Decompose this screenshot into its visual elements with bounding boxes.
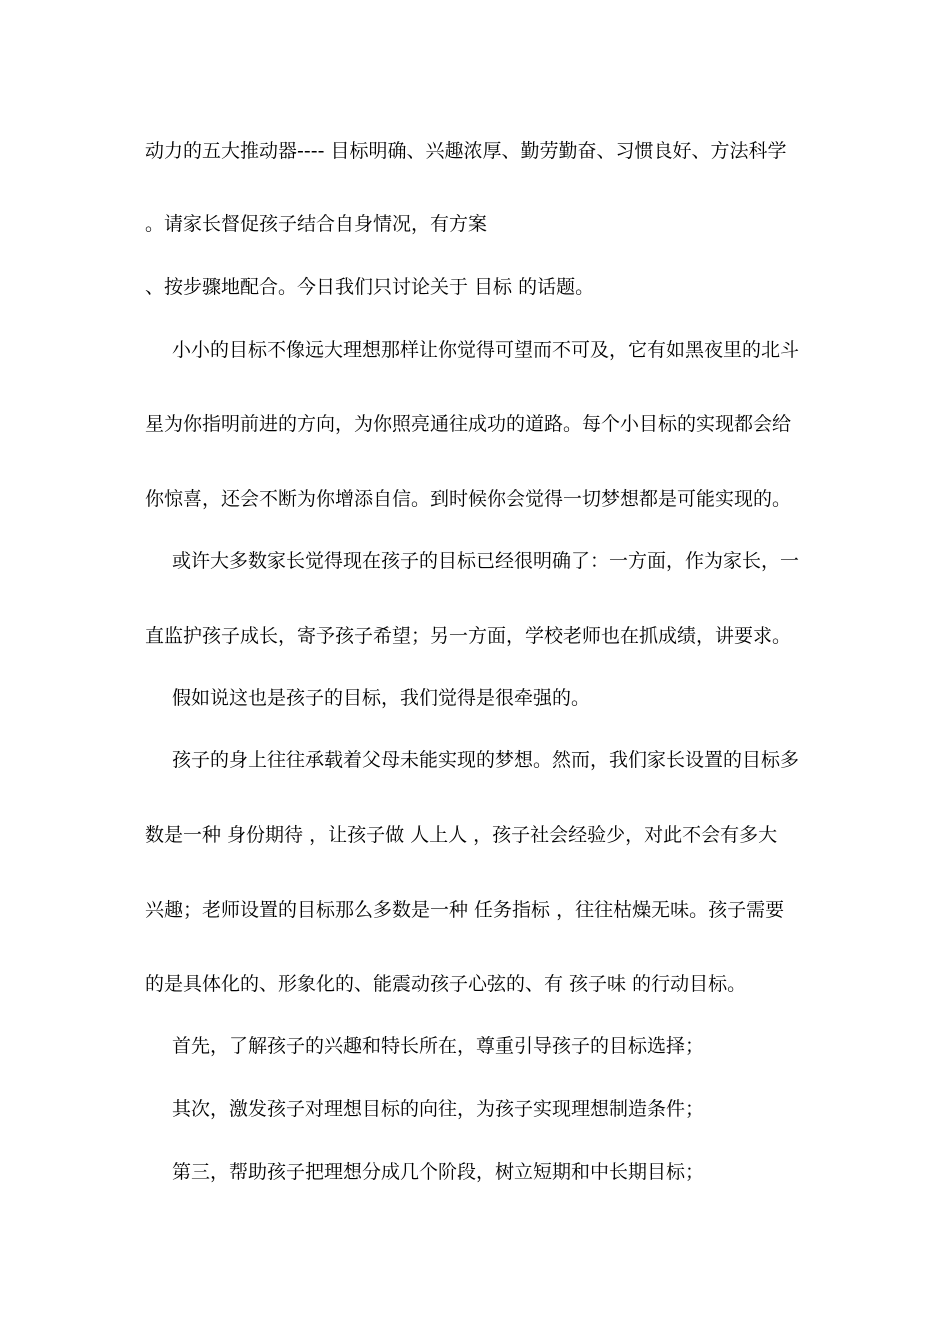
paragraph-4-line-1: 孩子的身上往往承载着父母未能实现的梦想。然而，我们家长设置的目标多 [172,749,800,771]
list-item-second: 其次，激发孩子对理想目标的向往，为孩子实现理想制造条件； [172,1098,705,1120]
paragraph-4-line-2: 数是一种 身份期待 ，让孩子做 人上人 ，孩子社会经验少，对此不会有多大 [145,824,778,846]
paragraph-4-line-4: 的是具体化的、形象化的、能震动孩子心弦的、有 孩子味 的行动目标。 [145,973,747,995]
text-line-2: 。请家长督促孩子结合自身情况，有方案 [145,213,488,235]
paragraph-1-line-3: 你惊喜，还会不断为你增添自信。到时候你会觉得一切梦想都是可能实现的。 [145,488,792,510]
paragraph-2-line-1: 或许大多数家长觉得现在孩子的目标已经很明确了：一方面，作为家长，一 [172,550,800,572]
paragraph-1-line-1: 小小的目标不像远大理想那样让你觉得可望而不可及，它有如黑夜里的北斗 [172,339,800,361]
paragraph-2-line-2: 直监护孩子成长，寄予孩子希望；另一方面，学校老师也在抓成绩，讲要求。 [145,625,792,647]
paragraph-4-line-3: 兴趣；老师设置的目标那么多数是一种 任务指标 ，往往枯燥无味。孩子需要 [145,899,785,921]
paragraph-1-line-2: 星为你指明前进的方向，为你照亮通往成功的道路。每个小目标的实现都会给 [145,413,792,435]
text-line-3: 、按步骤地配合。今日我们只讨论关于 目标 的话题。 [145,276,595,298]
list-item-first: 首先，了解孩子的兴趣和特长所在，尊重引导孩子的目标选择； [172,1035,705,1057]
list-item-third: 第三，帮助孩子把理想分成几个阶段，树立短期和中长期目标； [172,1161,705,1183]
paragraph-3-line-1: 假如说这也是孩子的目标，我们觉得是很牵强的。 [172,687,591,709]
text-line-1: 动力的五大推动器---- 目标明确、兴趣浓厚、勤劳勤奋、习惯良好、方法科学 [145,140,787,162]
